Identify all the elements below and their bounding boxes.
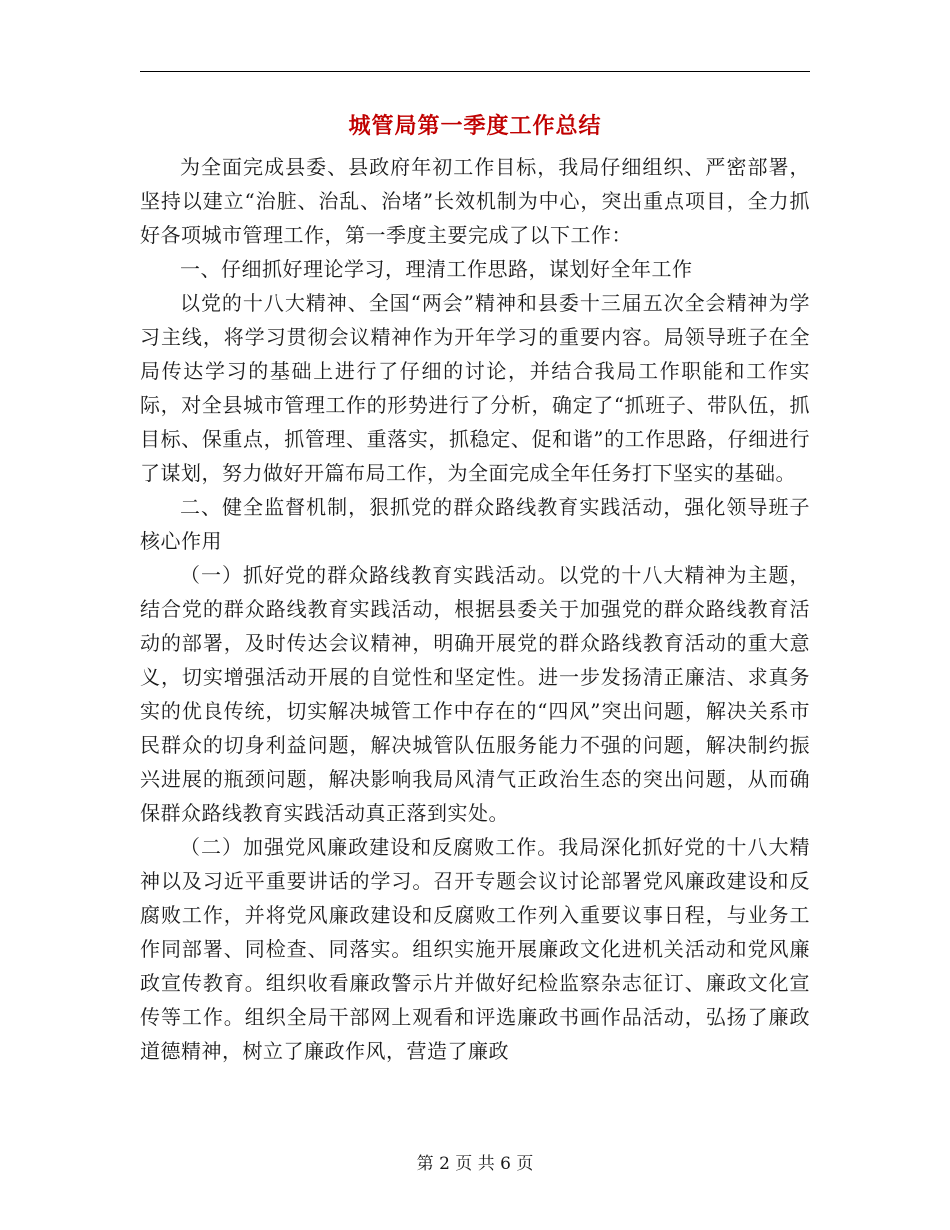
document-body <box>140 150 810 1068</box>
header-rule <box>140 71 810 72</box>
document-title: 城管局第一季度工作总结 <box>348 113 602 139</box>
paragraph-section-1: 以党的十八大精神、全国“两会”精神和县委十三届五次全会精神为学习主线，将学习贯彻会议精神作为开年学习的重要内容。局领导班子在全局传达学习的基础上进行了仔细的讨论，并结合我局工作职能和工作实际，对全县城市管理工作的形势进行了分析，确定了“抓班子、带队伍，抓目标、保重点，抓管理、重落实，抓稳定、促和谐”的工作思路，仔细进行了谋划，努力做好开篇布局工作，为全面完成全年任务打下坚实的基础。 <box>140 291 810 485</box>
page-footer: 第 2 页 共 6 页 <box>416 1154 534 1174</box>
section-heading-1: 一、仔细抓好理论学习，理清工作思路，谋划好全年工作 <box>180 257 693 281</box>
paragraph-subsection-1: （一）抓好党的群众路线教育实践活动。以党的十八大精神为主题，结合党的群众路线教育实践活动，根据县委关于加强党的群众路线教育活动的部署，及时传达会议精神，明确开展党的群众路线教育活动的重大意义，切实增强活动开展的自觉性和坚定性。进一步发扬清正廉洁、求真务实的优良传统，切实解决城管工作中存在的“四风”突出问题，解决关系市民群众的切身利益问题，解决城管队伍服务能力不强的问题，解决制约振兴进展的瓶颈问题，解决影响我局风清气正政治生态的突出问题，从而确保群众路线教育实践活动真正落到实处。 <box>140 563 810 825</box>
paragraph-subsection-2: （二）加强党风廉政建设和反腐败工作。我局深化抓好党的十八大精神以及习近平重要讲话的学习。召开专题会议讨论部署党风廉政建设和反腐败工作，并将党风廉政建设和反腐败工作列入重要议事日程，与业务工作同部署、同检查、同落实。组织实施开展廉政文化进机关活动和党风廉政宣传教育。组织收看廉政警示片并做好纪检监察杂志征订、廉政文化宣传等工作。组织全局干部网上观看和评选廉政书画作品活动，弘扬了廉政道德精神，树立了廉政作风，营造了廉政 <box>140 835 810 1063</box>
section-heading-2: 二、健全监督机制，狠抓党的群众路线教育实践活动，强化领导班子核心作用 <box>140 495 810 553</box>
paragraph-intro: 为全面完成县委、县政府年初工作目标，我局仔细组织、严密部署，坚持以建立“治脏、治乱、治堵”长效机制为中心，突出重点项目，全力抓好各项城市管理工作，第一季度主要完成了以下工作： <box>140 155 810 247</box>
